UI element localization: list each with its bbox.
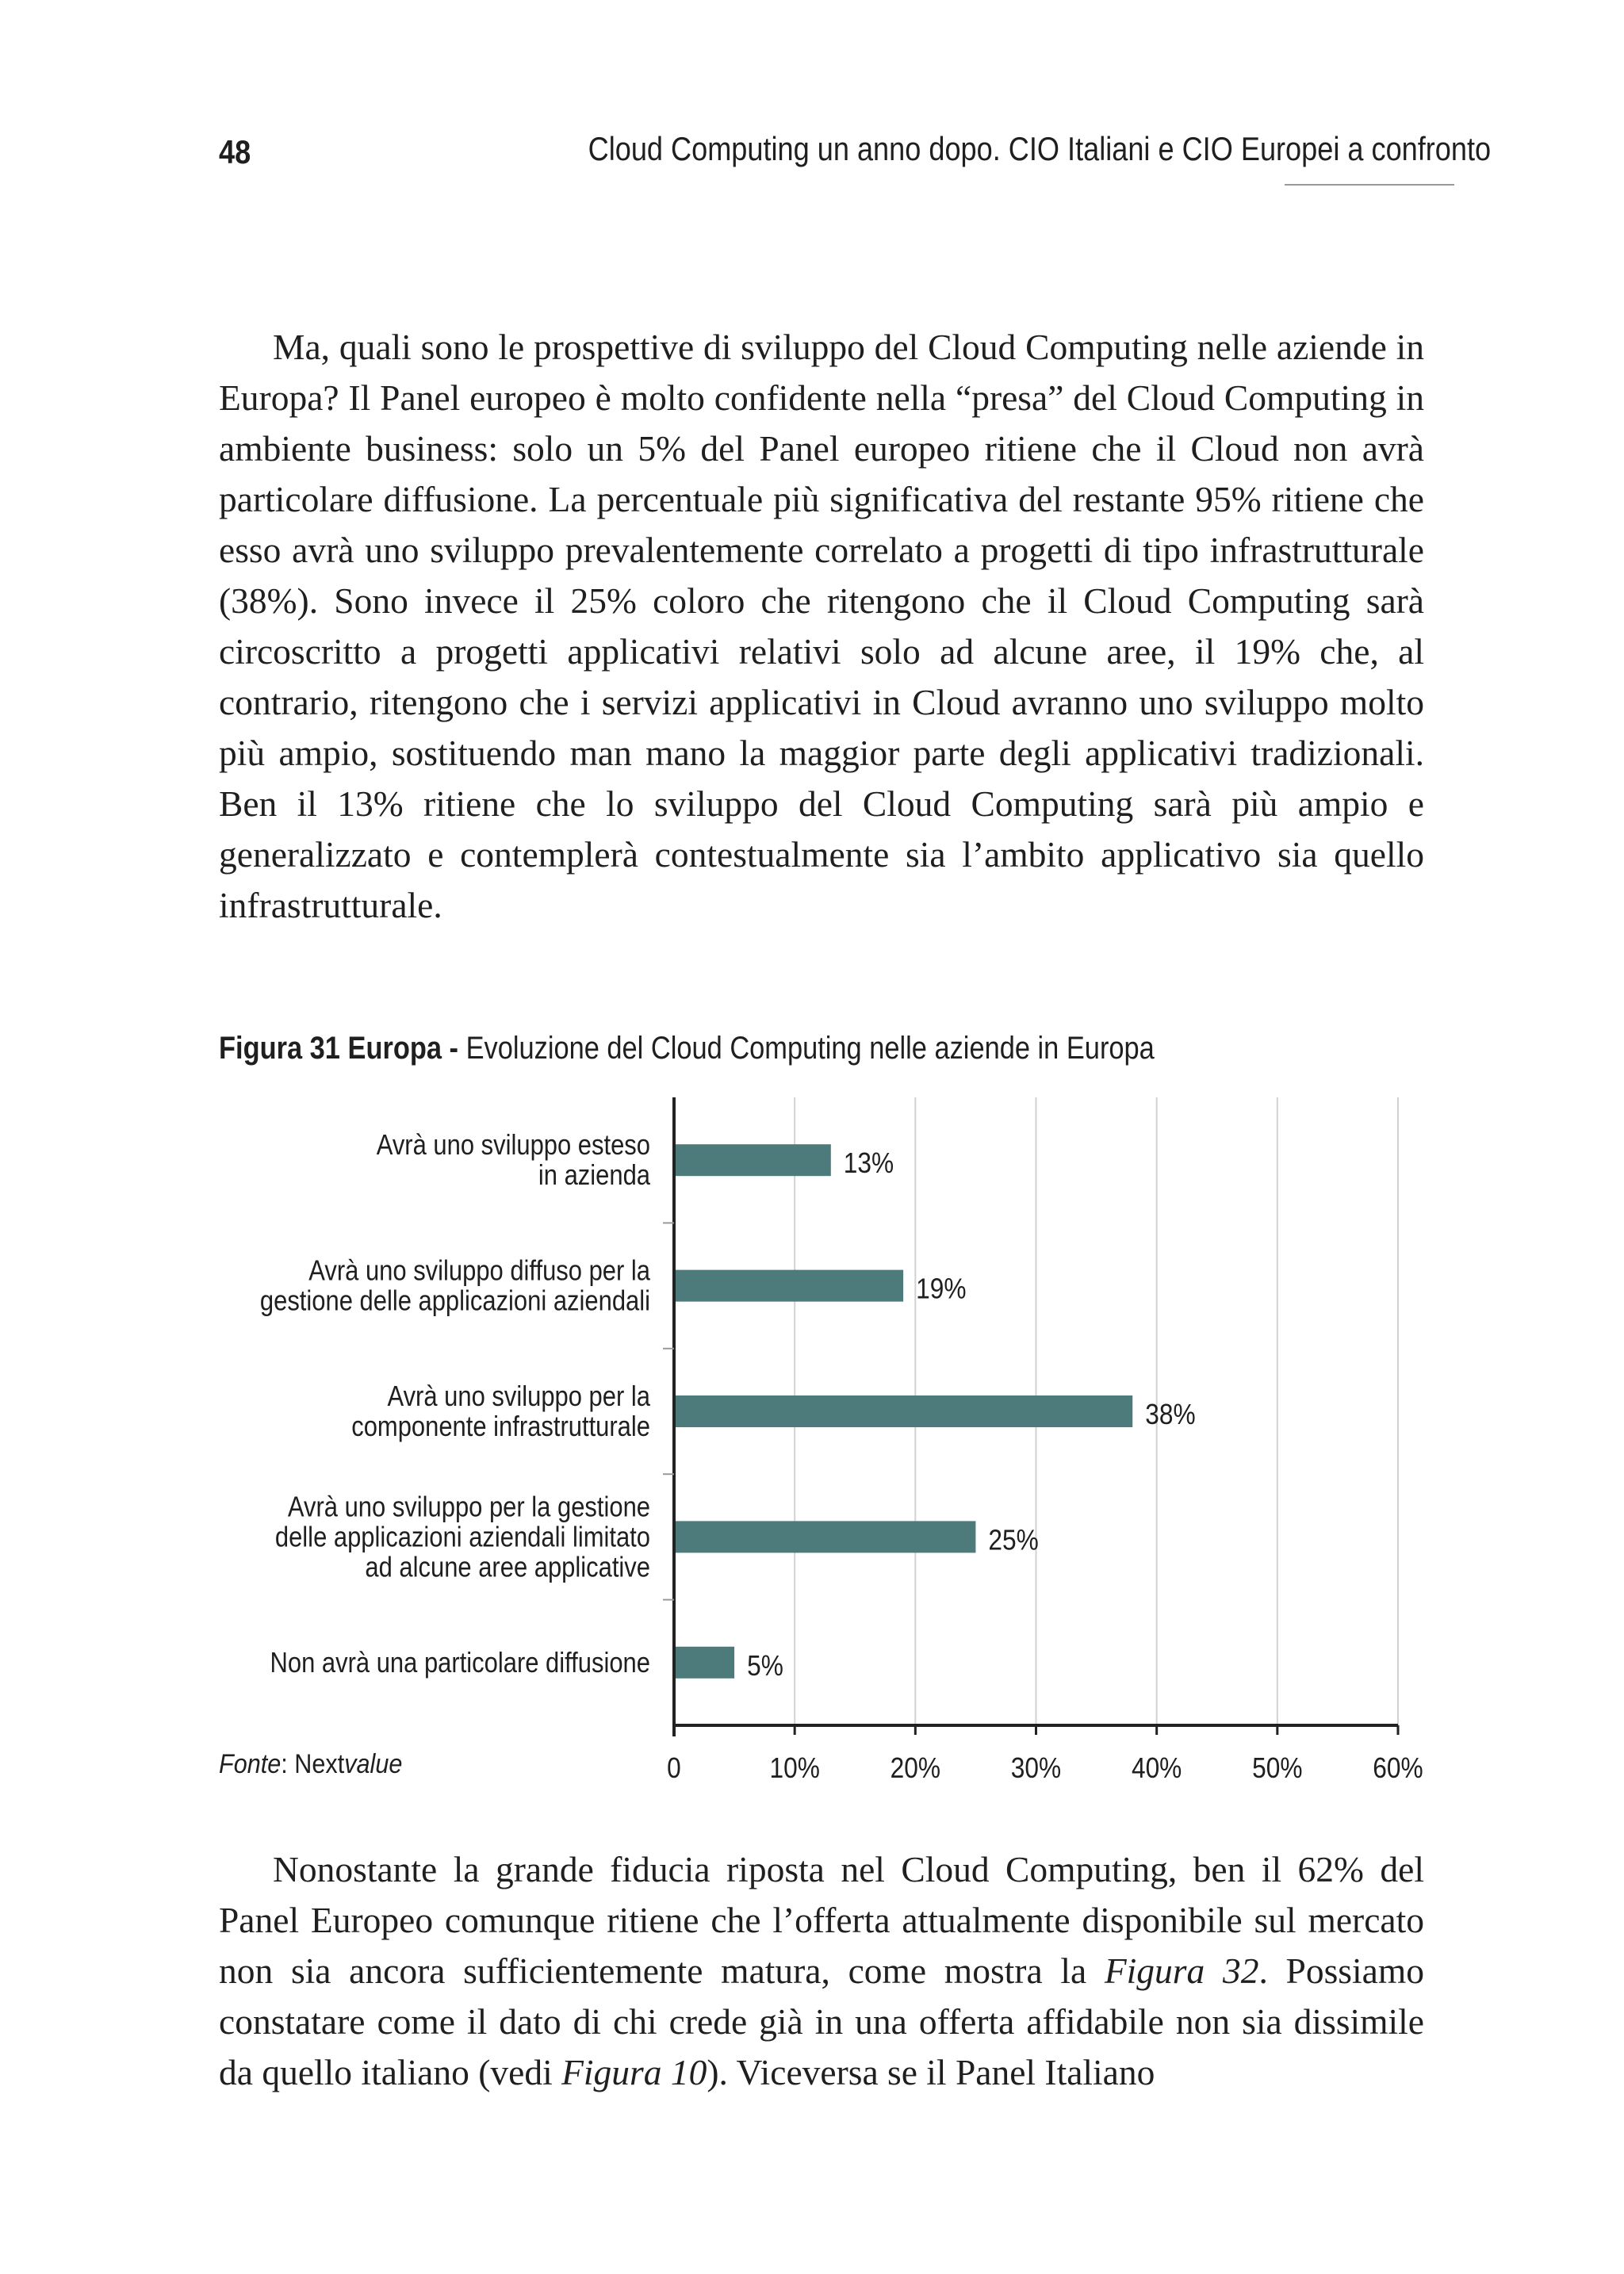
source-label: Fonte	[219, 1749, 282, 1779]
figure-number: Figura 31 Europa -	[219, 1031, 459, 1066]
value-label-5: 5%	[747, 1649, 783, 1683]
source-name-italic: value	[344, 1749, 403, 1779]
chart-bars	[676, 1144, 1132, 1679]
category-label-3-line-2: componente infrastrutturale	[351, 1411, 650, 1443]
figure-reference: Figura 10	[561, 2052, 707, 2092]
x-tick-label-0: 0	[667, 1752, 681, 1785]
x-tick-label-40: 40%	[1131, 1752, 1182, 1785]
value-label-3: 38%	[1145, 1399, 1196, 1431]
value-label-4: 25%	[988, 1524, 1039, 1556]
paragraph-text: ). Viceversa se il Panel Italiano	[707, 2052, 1155, 2092]
category-label-5-line-1: Non avrà una particolare diffusione	[270, 1647, 650, 1679]
source-separator: :	[281, 1749, 295, 1779]
category-label-4-line-2: delle applicazioni aziendali limitato	[274, 1522, 650, 1553]
category-label-4-line-3: ad alcune aree applicative	[365, 1552, 650, 1583]
value-label-1: 13%	[843, 1147, 894, 1180]
figure-source	[219, 1749, 402, 1780]
x-tick-label-50: 50%	[1252, 1752, 1303, 1785]
running-head: Cloud Computing un anno dopo. CIO Italiani e CIO Europei a confronto	[588, 130, 1492, 167]
category-label-4-line-1: Avrà uno sviluppo per la gestione	[287, 1491, 650, 1523]
bar-1	[676, 1144, 831, 1176]
bar-4	[676, 1521, 975, 1552]
paragraph-text: Nonostante la grande fiducia riposta nel Cloud Computing, ben il 62% del Panel Europeo comunque ritiene che l’offerta attualmente disponibile sul mercato non sia ancora sufficientemente matura, come mostra la	[219, 1849, 1424, 1991]
x-tick-label-30: 30%	[1010, 1752, 1062, 1785]
category-label-2-line-2: gestione delle applicazioni aziendali	[259, 1285, 650, 1318]
category-label-2-line-1: Avrà uno sviluppo diffuso per la	[308, 1255, 650, 1288]
x-tick-label-20: 20%	[890, 1752, 941, 1785]
paragraph-text: Ma, quali sono le prospettive di sviluppo del Cloud Computing nelle aziende in Europa? Il Panel europeo è molto confidente nella “presa” del Cloud Computing in ambiente business: solo un 5% del Panel europeo ritiene che il Cloud non avrà particolare diffusione. La percentuale più significativa del restante 95% ritiene che esso avrà uno sviluppo prevalentemente correlato a progetti di tipo infrastrutturale (38%). Sono invece il 25% coloro che ritengono che il Cloud Computing sarà circoscritto a progetti applicativi relativi solo ad alcune aree, il 19% che, al contrario, ritengono che i servizi applicativi in Cloud avranno uno sviluppo molto più ampio, sostituendo man mano la maggior parte degli applicativi tradizionali. Ben il 13% ritiene che lo sviluppo del Cloud Computing sarà più ampio e generalizzato e contemplerà contestualmente sia l’ambito applicativo sia quello infrastrutturale.	[219, 327, 1424, 925]
figure-title: Evoluzione del Cloud Computing nelle aziende in Europa	[465, 1031, 1155, 1066]
value-label-2: 19%	[916, 1273, 967, 1306]
category-label-1-line-1: Avrà uno sviluppo esteso	[376, 1130, 650, 1162]
paragraph-text: . Possiamo constatare come il dato di chi crede già in una offerta affidabile non sia dissimile da quello italiano (vedi	[219, 1951, 1424, 2092]
category-label-3-line-1: Avrà uno sviluppo per la	[387, 1380, 650, 1413]
bar-5	[676, 1647, 734, 1679]
source-name: Next	[294, 1749, 345, 1779]
bar-3	[676, 1395, 1132, 1427]
bar-2	[676, 1270, 903, 1302]
x-tick-label-60: 60%	[1373, 1752, 1423, 1785]
chart-labels	[260, 1130, 1423, 1784]
figure-reference: Figura 32	[1104, 1951, 1259, 1991]
x-tick-label-10: 10%	[769, 1752, 820, 1785]
page-number: 48	[219, 133, 251, 170]
category-label-1-line-2: in azienda	[538, 1160, 650, 1192]
body-paragraph-2	[219, 1844, 1424, 2098]
